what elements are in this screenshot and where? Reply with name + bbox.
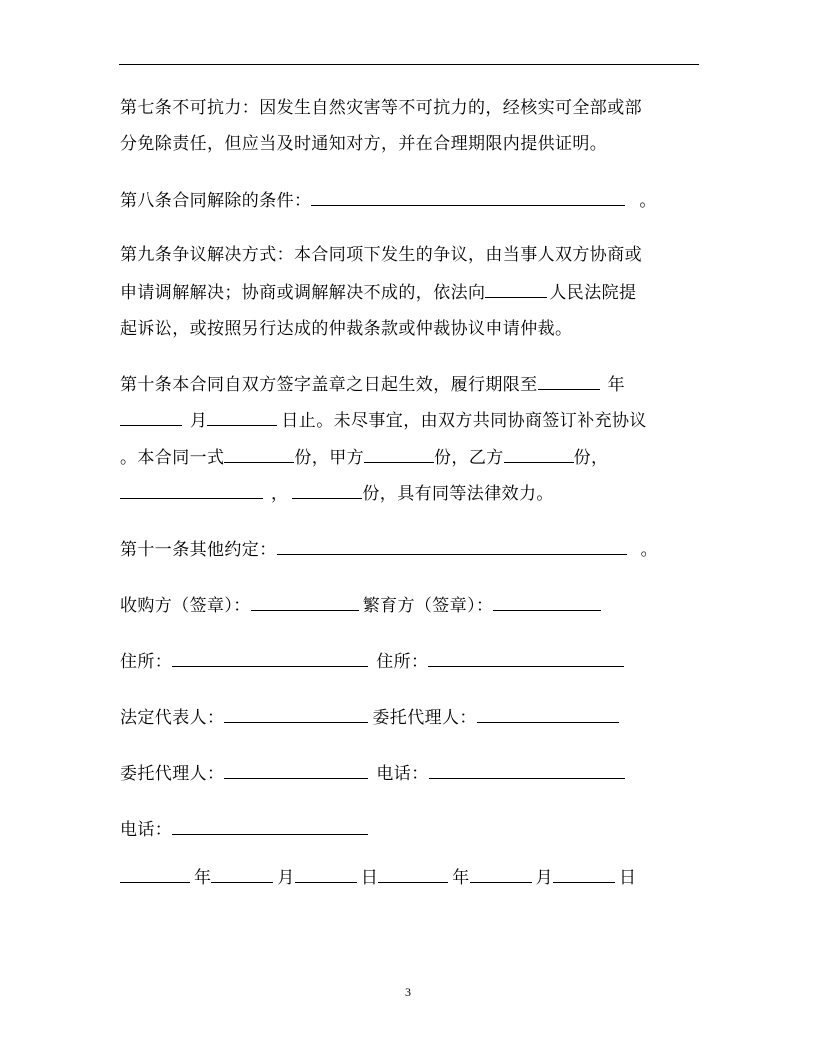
article8-label: 第八条合同解除的条件： xyxy=(120,191,312,211)
signature-row-3 xyxy=(120,706,619,729)
article10-line3-tail: 份， xyxy=(573,448,609,468)
day2-blank[interactable] xyxy=(553,866,615,883)
article10-party-a-label: 份，甲方 xyxy=(294,448,365,468)
article10-line1 xyxy=(120,373,625,396)
year1-blank[interactable] xyxy=(120,866,190,883)
legal-rep-blank[interactable] xyxy=(224,706,368,723)
article9-line3: 起诉讼，或按照另行达成的仲裁条款或仲裁协议申请仲裁。 xyxy=(120,319,573,339)
month1-label: 月 xyxy=(277,868,295,888)
article9-line2-tail: 人民法院提 xyxy=(549,283,637,303)
article7-line1: 第七条不可抗力：因发生自然灾害等不可抗力的，经核实可全部或部 xyxy=(120,98,642,118)
breeder-phone-label: 电话： xyxy=(376,764,429,784)
signature-row-1 xyxy=(120,594,601,617)
buyer-seal-label: 收购方（签章）： xyxy=(120,596,251,616)
article10-line4-text: 份，具有同等法律效力。 xyxy=(362,484,554,504)
article10-line1-text: 第十条本合同自双方签字盖章之日起生效，履行期限至 xyxy=(120,375,538,395)
month2-blank[interactable] xyxy=(470,866,532,883)
breeder-agent-blank[interactable] xyxy=(477,706,619,723)
year2-blank[interactable] xyxy=(378,866,448,883)
article10-line2 xyxy=(120,409,647,432)
day2-label: 日 xyxy=(619,868,637,888)
day1-blank[interactable] xyxy=(295,866,357,883)
breeder-agent-label: 委托代理人： xyxy=(372,708,477,728)
other-party-blank[interactable] xyxy=(120,482,263,499)
court-blank[interactable] xyxy=(485,281,547,298)
copies-party-a-blank[interactable] xyxy=(364,446,434,463)
signature-row-5 xyxy=(120,818,368,841)
article10-line4 xyxy=(120,482,554,505)
article8-line xyxy=(120,189,657,212)
article10-year-label: 年 xyxy=(607,375,626,395)
buyer-seal-blank[interactable] xyxy=(251,594,359,611)
buyer-phone-blank[interactable] xyxy=(172,818,368,835)
page-number: 3 xyxy=(405,985,411,999)
copies-total-blank[interactable] xyxy=(224,446,294,463)
legal-rep-label: 法定代表人： xyxy=(120,708,225,728)
day1-label: 日 xyxy=(360,868,379,888)
other-agreement-blank[interactable] xyxy=(277,538,627,555)
article10-line3 xyxy=(120,446,608,469)
article11-label: 第十一条其他约定： xyxy=(120,540,277,560)
year1-label: 年 xyxy=(194,868,212,888)
header-rule xyxy=(119,64,699,65)
article10-line2-text: 日止。未尽事宜，由双方共同协商签订补充协议 xyxy=(281,411,647,431)
article10-line3-text: 。本合同一式 xyxy=(120,448,225,468)
signature-row-4 xyxy=(120,762,625,785)
copies-party-b-blank[interactable] xyxy=(504,446,574,463)
copies-other-blank[interactable] xyxy=(292,482,362,499)
breeder-phone-blank[interactable] xyxy=(429,762,625,779)
breeder-seal-blank[interactable] xyxy=(493,594,601,611)
article8-end: 。 xyxy=(639,191,657,211)
termination-conditions-blank[interactable] xyxy=(311,189,625,206)
month2-label: 月 xyxy=(535,868,554,888)
article10-party-b-label: 份，乙方 xyxy=(434,448,504,468)
breeder-address-label: 住所： xyxy=(376,652,429,672)
term-day-blank[interactable] xyxy=(207,409,277,426)
article9-line2-text: 申请调解解决；协商或调解解决不成的，依法向 xyxy=(120,283,486,303)
year2-label: 年 xyxy=(452,868,470,888)
article7-line2: 分免除责任，但应当及时通知对方，并在合理期限内提供证明。 xyxy=(120,134,608,154)
date-row xyxy=(120,866,636,889)
breeder-address-blank[interactable] xyxy=(428,650,624,667)
month1-blank[interactable] xyxy=(211,866,273,883)
article9-line2 xyxy=(120,281,636,304)
signature-row-2 xyxy=(120,650,624,673)
buyer-phone-label: 电话： xyxy=(120,820,173,840)
article11-line xyxy=(120,538,658,561)
article10-month-label: 月 xyxy=(190,411,208,431)
article10-line4-comma: ， xyxy=(271,484,289,504)
term-month-blank[interactable] xyxy=(120,409,182,426)
breeder-seal-label: 繁育方（签章）： xyxy=(362,596,494,616)
buyer-address-blank[interactable] xyxy=(172,650,368,667)
article9-line1: 第九条争议解决方式：本合同项下发生的争议，由当事人双方协商或 xyxy=(120,245,642,265)
buyer-address-label: 住所： xyxy=(120,652,173,672)
buyer-agent-label: 委托代理人： xyxy=(120,764,225,784)
term-year-blank[interactable] xyxy=(538,373,600,390)
article11-end: 。 xyxy=(640,540,659,560)
buyer-agent-blank[interactable] xyxy=(224,762,368,779)
